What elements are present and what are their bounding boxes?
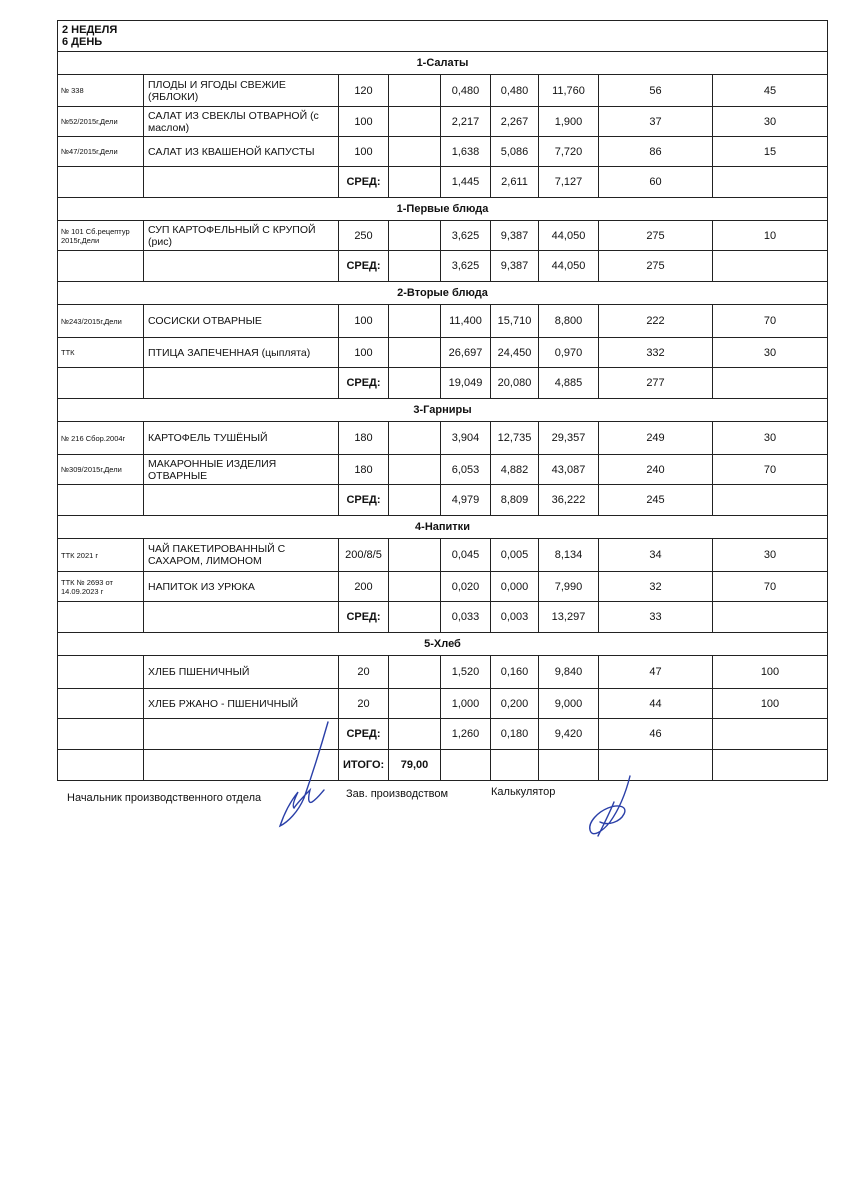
empty-cell <box>713 750 828 781</box>
empty-cell <box>58 485 144 516</box>
carbs: 7,990 <box>539 572 599 602</box>
portion-weight: 20 <box>339 689 389 719</box>
fats: 24,450 <box>491 338 539 368</box>
carbs: 9,000 <box>539 689 599 719</box>
vitamin-c: 10 <box>713 221 828 251</box>
empty-cell <box>389 368 441 399</box>
avg-energy-kcal: 277 <box>599 368 713 399</box>
portion-weight: 120 <box>339 75 389 107</box>
section-header-row <box>58 198 828 221</box>
empty-cell <box>144 251 339 282</box>
price-cell <box>389 137 441 167</box>
vitamin-c: 45 <box>713 75 828 107</box>
empty-cell <box>713 368 828 399</box>
vitamin-c: 30 <box>713 422 828 455</box>
average-label: СРЕД: <box>339 602 389 633</box>
dish-name: НАПИТОК ИЗ УРЮКА <box>144 572 339 602</box>
avg-fats: 2,611 <box>491 167 539 198</box>
dish-row <box>58 221 828 251</box>
avg-carbs: 13,297 <box>539 602 599 633</box>
section-title: 1-Первые блюда <box>58 198 828 221</box>
energy-kcal: 44 <box>599 689 713 719</box>
average-row <box>58 251 828 282</box>
average-label: СРЕД: <box>339 485 389 516</box>
fats: 0,480 <box>491 75 539 107</box>
empty-cell <box>491 750 539 781</box>
menu-header-cell <box>58 21 828 52</box>
avg-energy-kcal: 60 <box>599 167 713 198</box>
carbs: 8,800 <box>539 305 599 338</box>
carbs: 9,840 <box>539 656 599 689</box>
section-header-row <box>58 399 828 422</box>
recipe-code: №243/2015г,Дели <box>58 305 144 338</box>
proteins: 0,480 <box>441 75 491 107</box>
energy-kcal: 240 <box>599 455 713 485</box>
recipe-code: ТТК <box>58 338 144 368</box>
energy-kcal: 37 <box>599 107 713 137</box>
price-cell <box>389 572 441 602</box>
avg-proteins: 0,033 <box>441 602 491 633</box>
dish-row <box>58 107 828 137</box>
proteins: 0,020 <box>441 572 491 602</box>
vitamin-c: 30 <box>713 338 828 368</box>
empty-cell <box>58 368 144 399</box>
energy-kcal: 249 <box>599 422 713 455</box>
avg-carbs: 44,050 <box>539 251 599 282</box>
menu-table-body <box>58 21 828 781</box>
fats: 0,000 <box>491 572 539 602</box>
carbs: 8,134 <box>539 539 599 572</box>
fats: 0,160 <box>491 656 539 689</box>
proteins: 26,697 <box>441 338 491 368</box>
calculator-label: Калькулятор <box>491 786 556 798</box>
dish-row <box>58 75 828 107</box>
proteins: 3,904 <box>441 422 491 455</box>
empty-cell <box>441 750 491 781</box>
menu-sheet <box>57 20 827 781</box>
day-label: 6 ДЕНЬ <box>62 36 103 48</box>
section-title: 3-Гарниры <box>58 399 828 422</box>
empty-cell <box>713 167 828 198</box>
price-cell <box>389 107 441 137</box>
signature-block <box>67 786 827 846</box>
section-title: 5-Хлеб <box>58 633 828 656</box>
production-manager-label: Зав. производством <box>346 788 449 800</box>
recipe-code: № 216 Сбор.2004г <box>58 422 144 455</box>
avg-energy-kcal: 245 <box>599 485 713 516</box>
empty-cell <box>144 368 339 399</box>
dish-row <box>58 539 828 572</box>
average-label: СРЕД: <box>339 251 389 282</box>
price-cell <box>389 455 441 485</box>
menu-table <box>57 20 828 781</box>
empty-cell <box>144 602 339 633</box>
empty-cell <box>389 251 441 282</box>
fats: 2,267 <box>491 107 539 137</box>
section-header-row <box>58 282 828 305</box>
portion-weight: 100 <box>339 107 389 137</box>
fats: 0,200 <box>491 689 539 719</box>
empty-cell <box>144 485 339 516</box>
section-header-row <box>58 52 828 75</box>
recipe-code <box>58 689 144 719</box>
avg-fats: 8,809 <box>491 485 539 516</box>
dish-name: КАРТОФЕЛЬ ТУШЁНЫЙ <box>144 422 339 455</box>
empty-cell <box>713 602 828 633</box>
dish-name: ЧАЙ ПАКЕТИРОВАННЫЙ С САХАРОМ, ЛИМОНОМ <box>144 539 339 572</box>
average-row <box>58 602 828 633</box>
energy-kcal: 222 <box>599 305 713 338</box>
recipe-code: №47/2015г,Дели <box>58 137 144 167</box>
avg-proteins: 1,260 <box>441 719 491 750</box>
vitamin-c: 100 <box>713 689 828 719</box>
empty-cell <box>389 602 441 633</box>
dish-name: МАКАРОННЫЕ ИЗДЕЛИЯ ОТВАРНЫЕ <box>144 455 339 485</box>
dish-name: ПЛОДЫ И ЯГОДЫ СВЕЖИЕ (ЯБЛОКИ) <box>144 75 339 107</box>
avg-proteins: 1,445 <box>441 167 491 198</box>
empty-cell <box>58 750 144 781</box>
vitamin-c: 70 <box>713 305 828 338</box>
avg-proteins: 3,625 <box>441 251 491 282</box>
empty-cell <box>713 485 828 516</box>
dish-row <box>58 305 828 338</box>
portion-weight: 100 <box>339 305 389 338</box>
recipe-code: ТТК 2021 г <box>58 539 144 572</box>
dish-row <box>58 338 828 368</box>
recipe-code: №309/2015г,Дели <box>58 455 144 485</box>
avg-fats: 0,180 <box>491 719 539 750</box>
signature-calculator <box>580 772 650 842</box>
proteins: 3,625 <box>441 221 491 251</box>
energy-kcal: 86 <box>599 137 713 167</box>
avg-fats: 9,387 <box>491 251 539 282</box>
avg-carbs: 36,222 <box>539 485 599 516</box>
recipe-code <box>58 656 144 689</box>
proteins: 2,217 <box>441 107 491 137</box>
price-cell <box>389 221 441 251</box>
carbs: 44,050 <box>539 221 599 251</box>
energy-kcal: 34 <box>599 539 713 572</box>
dish-row <box>58 137 828 167</box>
proteins: 1,638 <box>441 137 491 167</box>
avg-carbs: 4,885 <box>539 368 599 399</box>
avg-fats: 0,003 <box>491 602 539 633</box>
dish-row <box>58 656 828 689</box>
dish-row <box>58 572 828 602</box>
vitamin-c: 30 <box>713 539 828 572</box>
menu-header-row <box>58 21 828 52</box>
carbs: 11,760 <box>539 75 599 107</box>
recipe-code: № 101 Сб.рецептур 2015г,Дели <box>58 221 144 251</box>
vitamin-c: 70 <box>713 572 828 602</box>
carbs: 43,087 <box>539 455 599 485</box>
average-label: СРЕД: <box>339 368 389 399</box>
energy-kcal: 56 <box>599 75 713 107</box>
empty-cell <box>144 167 339 198</box>
average-label: СРЕД: <box>339 167 389 198</box>
energy-kcal: 275 <box>599 221 713 251</box>
energy-kcal: 32 <box>599 572 713 602</box>
empty-cell <box>58 251 144 282</box>
price-cell <box>389 75 441 107</box>
proteins: 11,400 <box>441 305 491 338</box>
price-cell <box>389 305 441 338</box>
avg-energy-kcal: 33 <box>599 602 713 633</box>
price-cell <box>389 689 441 719</box>
section-header-row <box>58 633 828 656</box>
week-label: 2 НЕДЕЛЯ <box>62 24 118 36</box>
signature-head-of-production <box>268 720 338 830</box>
portion-weight: 100 <box>339 137 389 167</box>
vitamin-c: 70 <box>713 455 828 485</box>
total-row <box>58 750 828 781</box>
avg-energy-kcal: 46 <box>599 719 713 750</box>
avg-fats: 20,080 <box>491 368 539 399</box>
recipe-code: №52/2015г,Дели <box>58 107 144 137</box>
fats: 9,387 <box>491 221 539 251</box>
dish-name: ХЛЕБ РЖАНО - ПШЕНИЧНЫЙ <box>144 689 339 719</box>
average-row <box>58 368 828 399</box>
portion-weight: 250 <box>339 221 389 251</box>
total-label: ИТОГО: <box>339 750 389 781</box>
empty-cell <box>58 602 144 633</box>
section-header-row <box>58 516 828 539</box>
dish-name: ХЛЕБ ПШЕНИЧНЫЙ <box>144 656 339 689</box>
avg-carbs: 9,420 <box>539 719 599 750</box>
portion-weight: 100 <box>339 338 389 368</box>
energy-kcal: 332 <box>599 338 713 368</box>
proteins: 1,000 <box>441 689 491 719</box>
dish-name: ПТИЦА ЗАПЕЧЕННАЯ (цыплята) <box>144 338 339 368</box>
fats: 4,882 <box>491 455 539 485</box>
carbs: 7,720 <box>539 137 599 167</box>
proteins: 6,053 <box>441 455 491 485</box>
proteins: 1,520 <box>441 656 491 689</box>
dish-row <box>58 455 828 485</box>
fats: 5,086 <box>491 137 539 167</box>
dish-name: СОСИСКИ ОТВАРНЫЕ <box>144 305 339 338</box>
avg-energy-kcal: 275 <box>599 251 713 282</box>
empty-cell <box>58 719 144 750</box>
average-row <box>58 719 828 750</box>
vitamin-c: 30 <box>713 107 828 137</box>
average-row <box>58 485 828 516</box>
portion-weight: 20 <box>339 656 389 689</box>
head-of-production-label: Начальник производственного отдела <box>67 792 262 804</box>
average-label: СРЕД: <box>339 719 389 750</box>
empty-cell <box>713 719 828 750</box>
price-cell <box>389 422 441 455</box>
empty-cell <box>58 167 144 198</box>
avg-carbs: 7,127 <box>539 167 599 198</box>
portion-weight: 200 <box>339 572 389 602</box>
total-value: 79,00 <box>389 750 441 781</box>
carbs: 1,900 <box>539 107 599 137</box>
empty-cell <box>713 251 828 282</box>
price-cell <box>389 338 441 368</box>
recipe-code: ТТК № 2693 от 14.09.2023 г <box>58 572 144 602</box>
section-title: 2-Вторые блюда <box>58 282 828 305</box>
proteins: 0,045 <box>441 539 491 572</box>
section-title: 4-Напитки <box>58 516 828 539</box>
price-cell <box>389 539 441 572</box>
fats: 0,005 <box>491 539 539 572</box>
empty-cell <box>389 719 441 750</box>
portion-weight: 180 <box>339 422 389 455</box>
dish-row <box>58 689 828 719</box>
dish-name: САЛАТ ИЗ СВЕКЛЫ ОТВАРНОЙ (с маслом) <box>144 107 339 137</box>
avg-proteins: 4,979 <box>441 485 491 516</box>
dish-row <box>58 422 828 455</box>
empty-cell <box>389 167 441 198</box>
carbs: 29,357 <box>539 422 599 455</box>
fats: 15,710 <box>491 305 539 338</box>
vitamin-c: 15 <box>713 137 828 167</box>
average-row <box>58 167 828 198</box>
recipe-code: № 338 <box>58 75 144 107</box>
dish-name: САЛАТ ИЗ КВАШЕНОЙ КАПУСТЫ <box>144 137 339 167</box>
section-title: 1-Салаты <box>58 52 828 75</box>
energy-kcal: 47 <box>599 656 713 689</box>
portion-weight: 200/8/5 <box>339 539 389 572</box>
avg-proteins: 19,049 <box>441 368 491 399</box>
fats: 12,735 <box>491 422 539 455</box>
empty-cell <box>389 485 441 516</box>
portion-weight: 180 <box>339 455 389 485</box>
dish-name: СУП КАРТОФЕЛЬНЫЙ С КРУПОЙ (рис) <box>144 221 339 251</box>
vitamin-c: 100 <box>713 656 828 689</box>
price-cell <box>389 656 441 689</box>
carbs: 0,970 <box>539 338 599 368</box>
